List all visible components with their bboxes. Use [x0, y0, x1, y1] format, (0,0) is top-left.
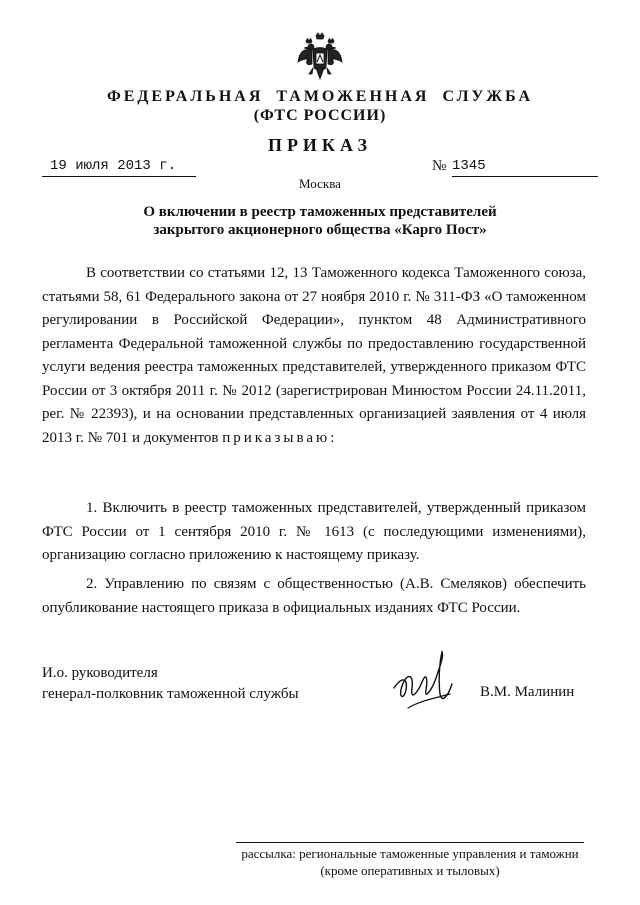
signatory-position-line-2: генерал-полковник таможенной службы — [42, 686, 299, 702]
distribution-divider — [236, 842, 584, 843]
distribution-line-1: рассылка: региональные таможенные управления и таможни — [241, 846, 579, 861]
handwritten-signature — [388, 648, 472, 718]
signatory-name: В.М. Малинин — [480, 684, 575, 700]
order-date: 19 июля 2013 г. — [42, 158, 196, 177]
organization-abbreviation: (ФТС РОССИИ) — [253, 107, 387, 124]
organization-name: ФЕДЕРАЛЬНАЯ ТАМОЖЕННАЯ СЛУЖБА — [106, 88, 534, 105]
order-item-2: 2. Управлению по связям с общественностью (А.В. Смеляков) обеспечить опубликование настоящего приказа в официальных изданиях ФТС России. — [42, 576, 586, 616]
city: Москва — [299, 176, 341, 191]
preamble-text: В соответствии со статьями 12, 13 Таможенного кодекса Таможенного союза, статьями 58, 61 Федерального закона от 27 ноября 2010 г. № 311-ФЗ «О таможенном регулировании в Российской Федерации», пунктом 48 Административного регламента Федеральной таможенной службы по предоставлению государственной услуги ведения реестра таможенных представителей, утвержденного приказом ФТС России от 3 октября 2011 г. № 2012 (зарегистрирован Минюстом России 24.11.2011, рег. № 22393), и на основании представленных организацией заявления от 4 июля 2013 г. № 701 и документов — [42, 265, 586, 446]
order-subject — [100, 203, 540, 239]
order-number-sign: № — [432, 158, 447, 174]
subject-line-1: О включении в реестр таможенных представителей — [143, 204, 497, 220]
subject-line-2: закрытого акционерного общества «Карго Пост» — [153, 222, 487, 238]
distribution-line-2: (кроме оперативных и тыловых) — [320, 863, 500, 878]
signatory-position-line-1: И.о. руководителя — [42, 665, 158, 681]
order-word: приказываю: — [222, 429, 338, 446]
coat-of-arms-icon — [296, 32, 344, 82]
order-number: 1345 — [452, 158, 598, 177]
distribution-list — [234, 845, 586, 879]
document-type: ПРИКАЗ — [267, 135, 373, 155]
order-item-1: 1. Включить в реестр таможенных представителей, утвержденный приказом ФТС России от 1 сентября 2010 г. № 1613 (с последующими изменениями), организацию согласно приложению к настоящему приказу. — [42, 500, 586, 563]
preamble-paragraph — [42, 262, 586, 450]
signatory-position — [42, 663, 299, 705]
